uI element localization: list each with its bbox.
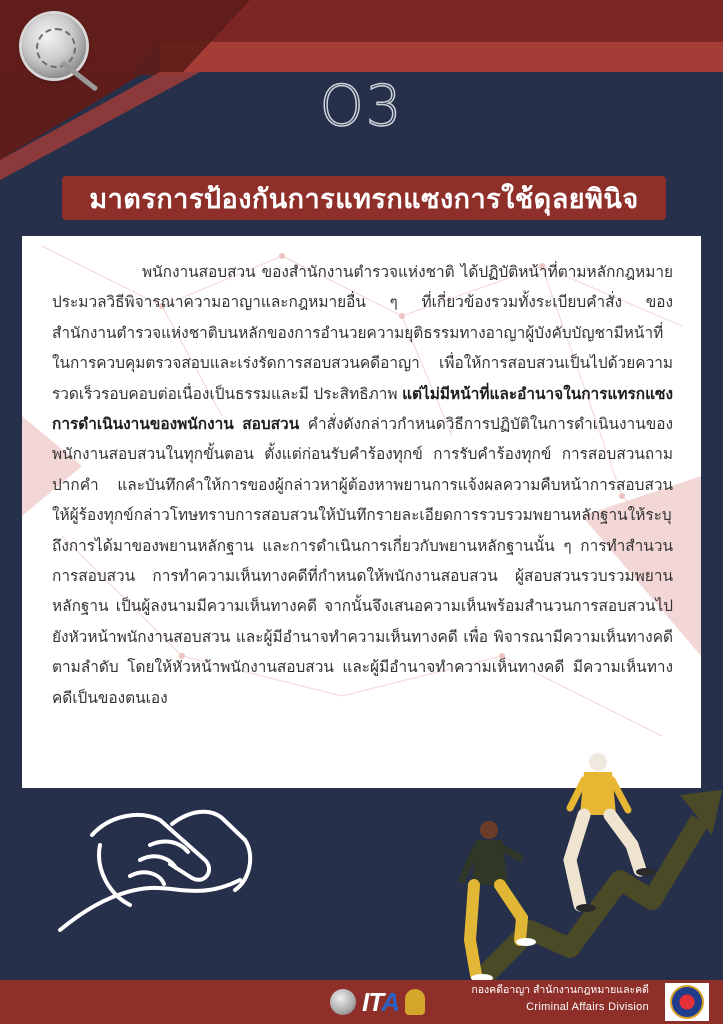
ita-logo <box>362 987 399 1018</box>
footer-logos <box>330 984 425 1020</box>
crest-icon <box>405 989 425 1015</box>
page-number: O3 <box>319 74 404 139</box>
police-seal-icon <box>330 989 356 1015</box>
page-title: มาตรการป้องกันการแทรกแซงการใช้ดุลยพินิจ <box>89 183 639 214</box>
ita-logo-main: IT <box>362 986 382 1017</box>
org-name-thai: กองคดีอาญา สำนักงานกฎหมายและคดี <box>471 984 649 996</box>
ita-logo-accent: A <box>381 986 399 1017</box>
organization-name <box>471 983 649 1017</box>
paragraph-start: พนักงานสอบสวน ของสำนักงานตำรวจแห่งชาติ ได้ปฏิบัติหน้าที่ตามหลักกฎหมายประมวลวิธีพิจารณาความอาญาและกฎหมายอื่น ๆ ที่เกี่ยวข้องรวมทั้งระเบียบคำสั่ง ของสำนักงานตำรวจแห่งชาติบนหลักของการอำนวยความยุติธรรมทางอาญาผู้บังคับบัญชามีหน้าที่ในการควบคุมตรวจสอบและเร่งรัดการสอบสวนคดีอาญา เพื่อให้การสอบสวนเป็นไปด้วยความรวดเร็วรอบคอบต่อเนื่องเป็นธรรมและมี ประสิทธิภาพ <box>52 264 673 403</box>
emphasis-text: แต่ไม่มีหน้าที่และอำนาจในการแทรกแซงการดำเนินงานของพนักงาน สอบสวน <box>52 385 673 434</box>
org-name-english: Criminal Affairs Division <box>526 1001 649 1013</box>
paragraph-rest: คำสั่งดังกล่าวกำหนดวิธีการปฏิบัติในการดำเนินงานของพนักงานสอบสวนในทุกขั้นตอน ตั้งแต่ก่อนรับคำร้องทุกข์ การรับคำร้องทุกข์ การสอบสวนถามปากคำ และบันทึกคำให้การของผู้กล่าวหาผู้ต้องหาพยานการแจ้งผลความคืบหน้าการสอบสวนให้ผู้ร้องทุกข์กล่าวโทษทราบการสอบสวนให้บันทึกรายละเอียดการรวบรวมพยานหลักฐานให้ระบุถึงการได้มาของพยานหลักฐาน และการดำเนินการเกี่ยวกับพยานหลักฐานนั้น ๆ การทำสำนวนการสอบสวน การทำความเห็นทางคดีที่กำหนดให้พนักงานสอบสวน ผู้สอบสวนรวบรวมพยานหลักฐาน เป็นผู้ลงนามมีความเห็นทางคดี จากนั้นจึงเสนอความเห็นพร้อมสำนวนการสอบสวนไปยังหัวหน้าพนักงานสอบสวน และผู้มีอำนาจทำความเห็นทางคดี เพื่อ พิจารณามีความเห็นทางคดีตามลำดับ โดยให้หัวหน้าพนักงานสอบสวน และผู้มีอำนาจทำความเห็นทางคดี มีความเห็นทางคดีเป็นของตนเอง <box>52 416 673 707</box>
criminal-affairs-division-badge-icon <box>665 983 709 1021</box>
